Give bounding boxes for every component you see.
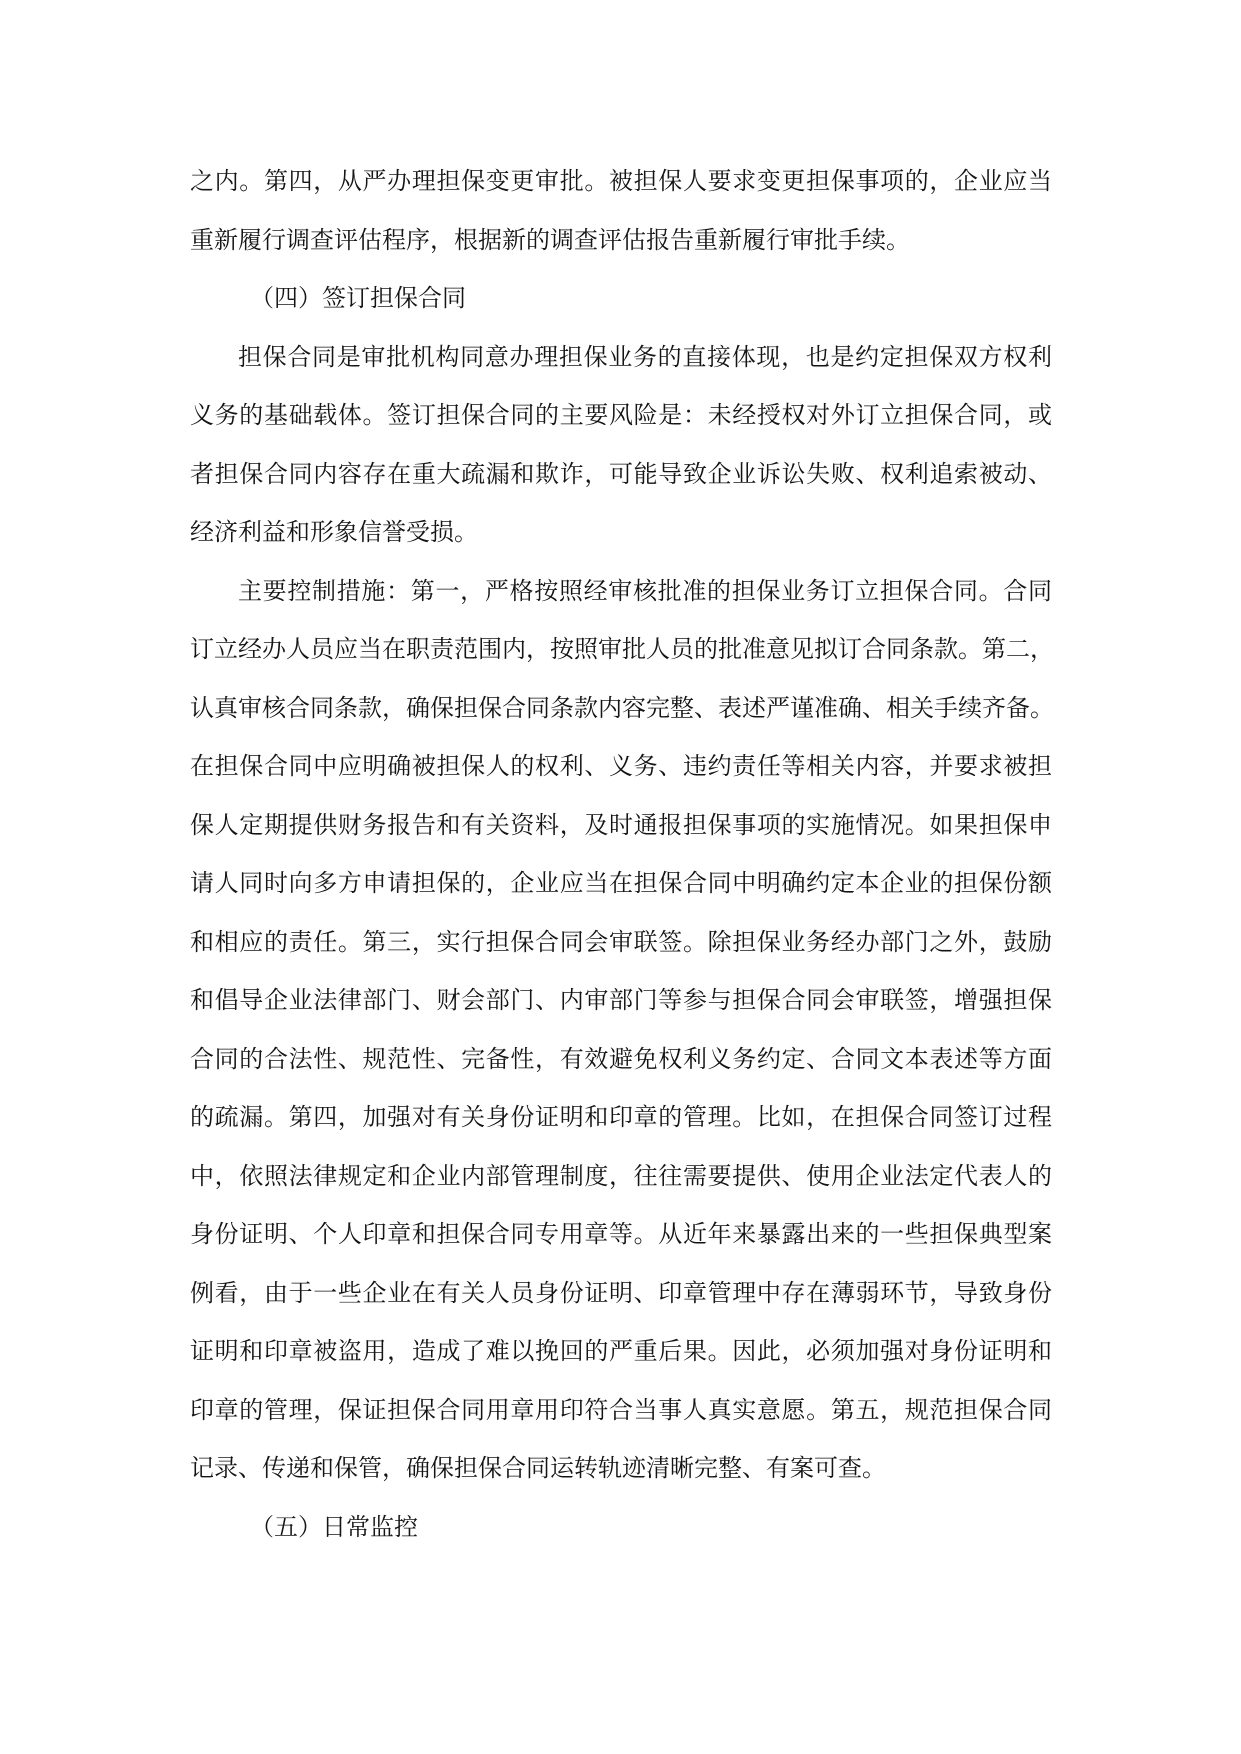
paragraph-line: 的疏漏。第四，加强对有关身份证明和印章的管理。比如，在担保合同签订过程	[190, 1103, 1052, 1131]
paragraph-line: 保人定期提供财务报告和有关资料，及时通报担保事项的实施情况。如果担保申	[190, 810, 1052, 839]
document-body	[190, 152, 1052, 1556]
paragraph-line: 记录、传递和保管，确保担保合同运转轨迹清晰完整、有案可查。	[190, 1454, 886, 1482]
section-heading: （五）日常监控	[250, 1512, 418, 1541]
section-heading: （四）签订担保合同	[250, 284, 466, 312]
paragraph-line: 主要控制措施：第一，严格按照经审核批准的担保业务订立担保合同。合同	[238, 576, 1052, 605]
paragraph-line: 担保合同是审批机构同意办理担保业务的直接体现，也是约定担保双方权利	[238, 342, 1052, 371]
paragraph-line: 证明和印章被盗用，造成了难以挽回的严重后果。因此，必须加强对身份证明和	[190, 1337, 1052, 1365]
paragraph-line: 义务的基础载体。签订担保合同的主要风险是：未经授权对外订立担保合同，或	[190, 401, 1052, 429]
paragraph-line: 身份证明、个人印章和担保合同专用章等。从近年来暴露出来的一些担保典型案	[190, 1220, 1052, 1248]
paragraph-line: 请人同时向多方申请担保的，企业应当在担保合同中明确约定本企业的担保份额	[190, 869, 1052, 897]
paragraph-line: 和倡导企业法律部门、财会部门、内审部门等参与担保合同会审联签，增强担保	[190, 986, 1052, 1014]
paragraph-line: 印章的管理，保证担保合同用章用印符合当事人真实意愿。第五，规范担保合同	[190, 1395, 1052, 1424]
paragraph-line: 经济利益和形象信誉受损。	[190, 518, 478, 546]
paragraph-line: 和相应的责任。第三，实行担保合同会审联签。除担保业务经办部门之外，鼓励	[190, 927, 1052, 956]
paragraph-line: 在担保合同中应明确被担保人的权利、义务、违约责任等相关内容，并要求被担	[190, 752, 1052, 780]
paragraph-line: 中，依照法律规定和企业内部管理制度，往往需要提供、使用企业法定代表人的	[190, 1161, 1052, 1190]
paragraph-line: 者担保合同内容存在重大疏漏和欺诈，可能导致企业诉讼失败、权利追索被动、	[190, 459, 1052, 488]
paragraph-line: 重新履行调查评估程序，根据新的调查评估报告重新履行审批手续。	[190, 225, 910, 254]
paragraph-line: 之内。第四，从严办理担保变更审批。被担保人要求变更担保事项的，企业应当	[190, 167, 1052, 195]
paragraph-line: 订立经办人员应当在职责范围内，按照审批人员的批准意见拟订合同条款。第二，	[190, 635, 1054, 663]
paragraph-line: 认真审核合同条款，确保担保合同条款内容完整、表述严谨准确、相关手续齐备。	[190, 693, 1054, 722]
paragraph-line: 例看，由于一些企业在有关人员身份证明、印章管理中存在薄弱环节，导致身份	[190, 1278, 1052, 1307]
paragraph-line: 合同的合法性、规范性、完备性，有效避免权利义务约定、合同文本表述等方面	[190, 1044, 1052, 1073]
